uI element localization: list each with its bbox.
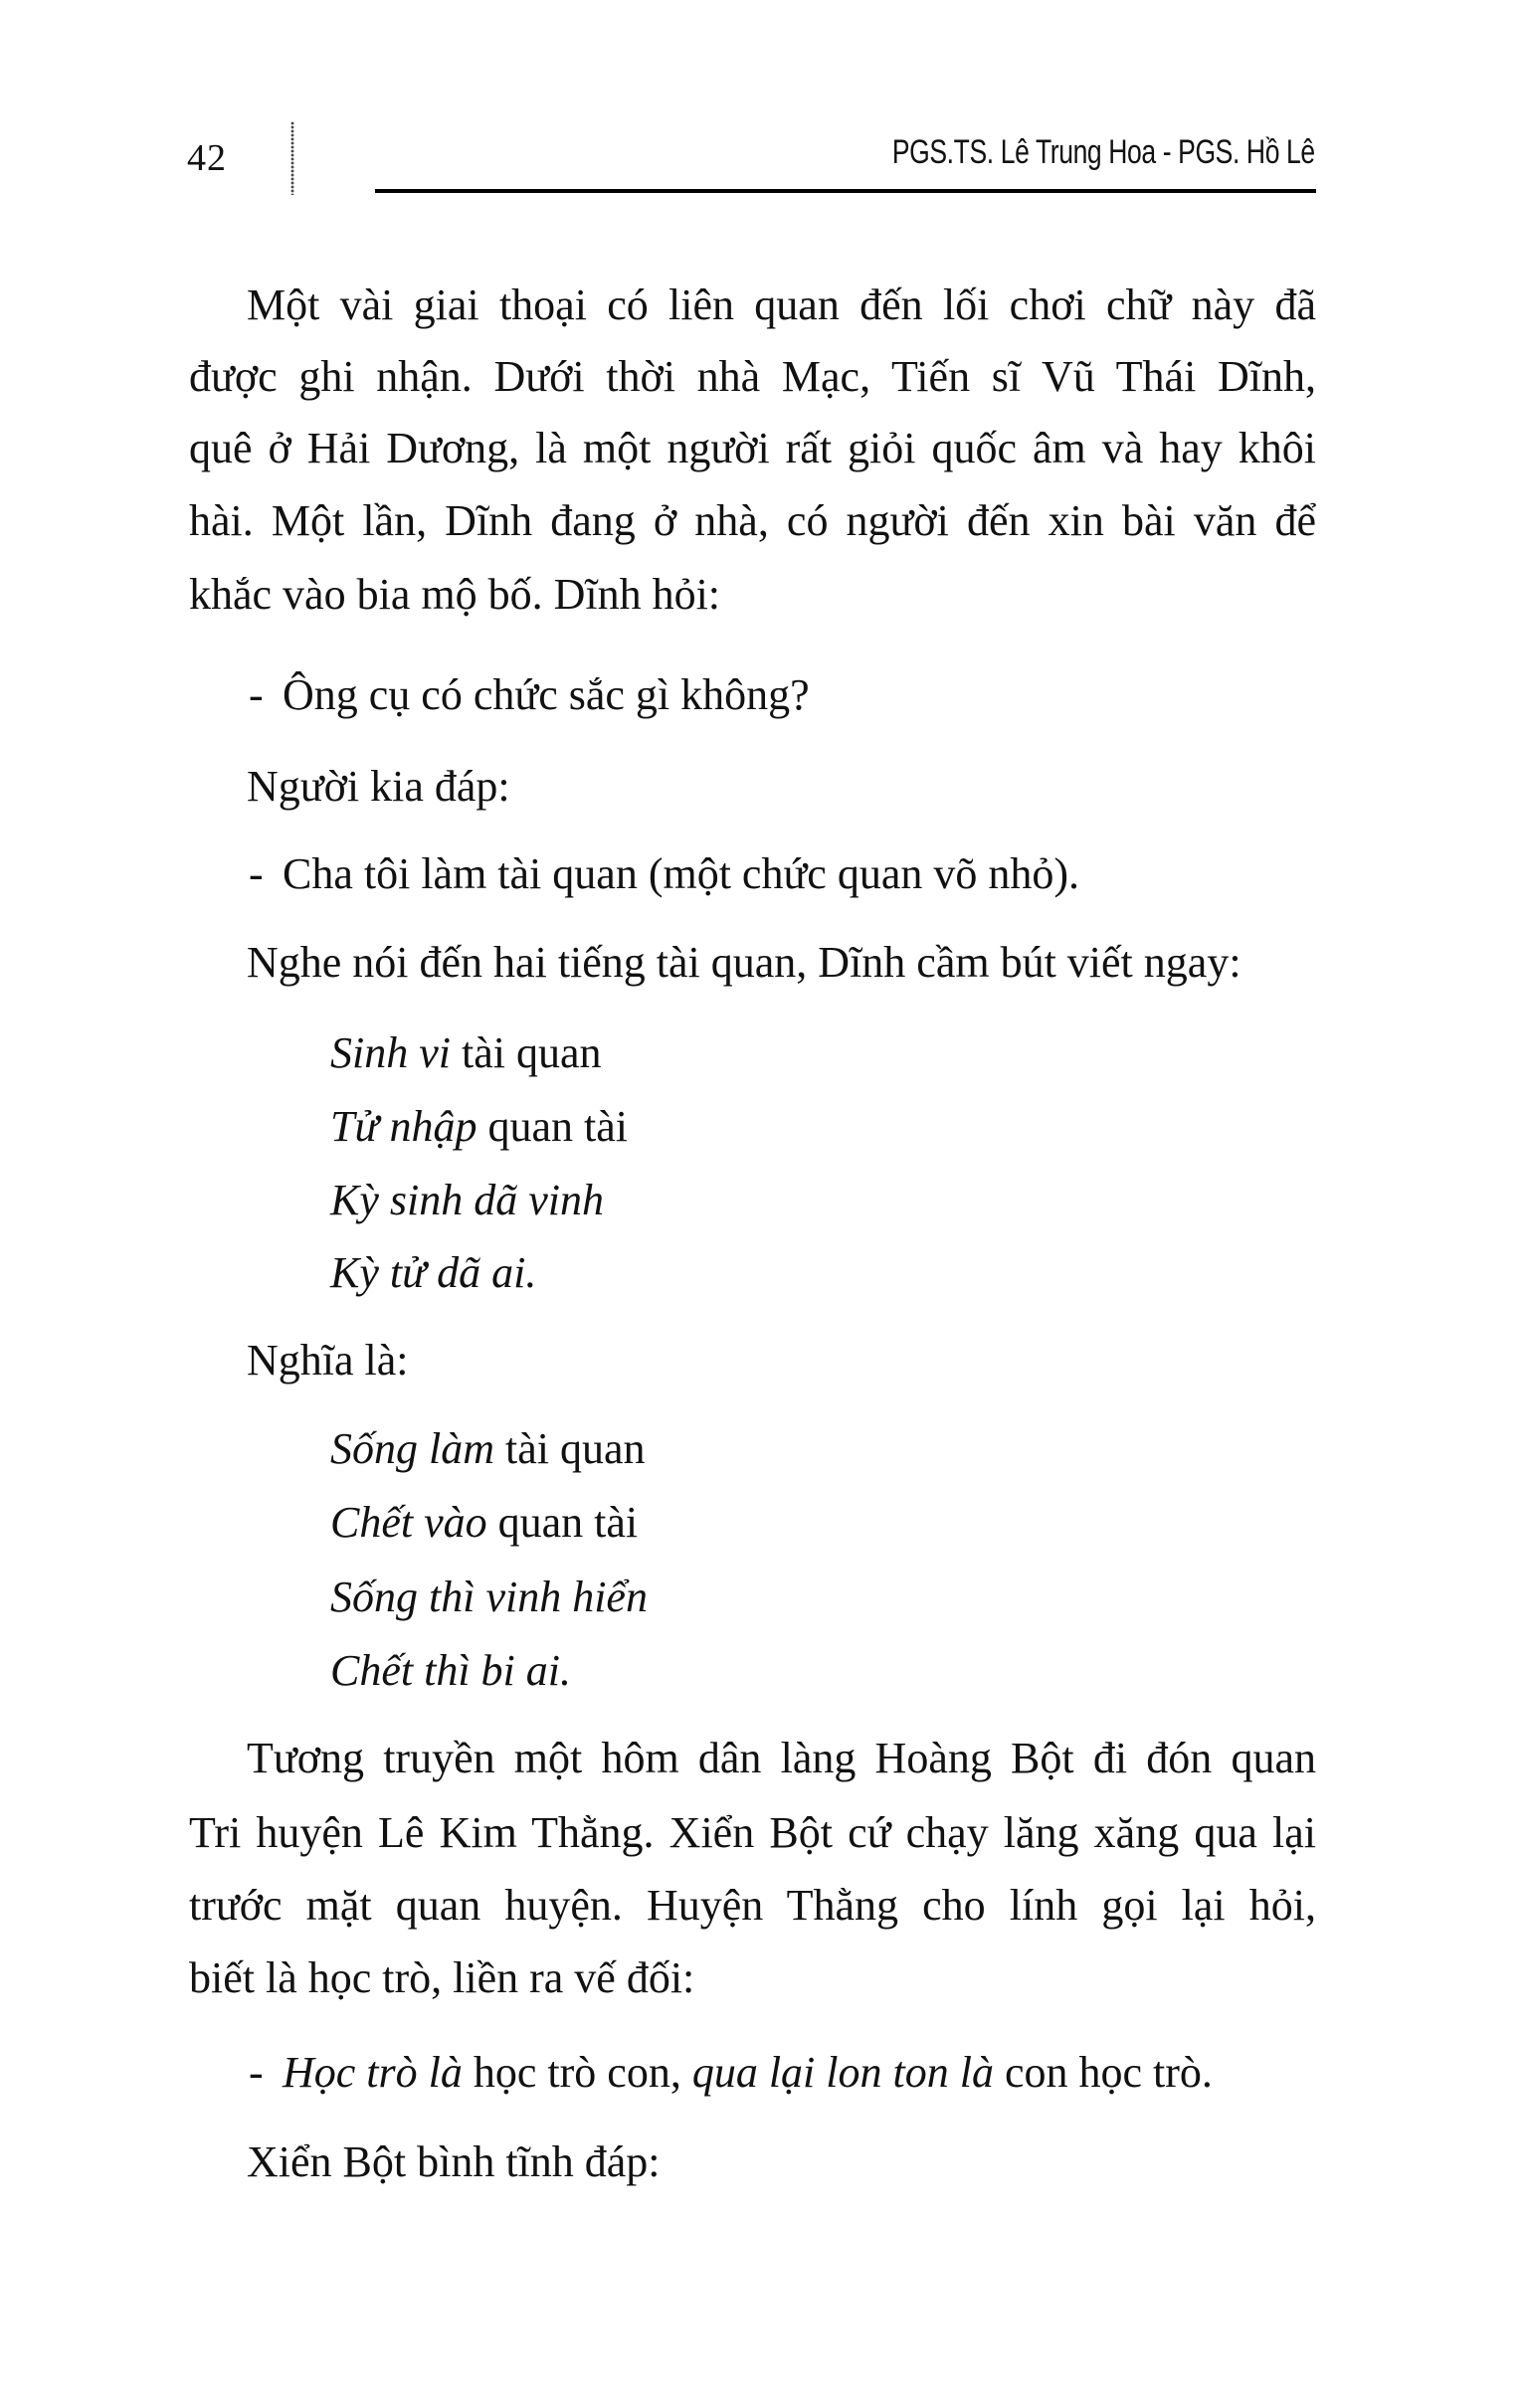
verse-italic: Chết vào bbox=[330, 1498, 487, 1547]
closing-line: Xiển Bột bình tĩnh đáp: bbox=[247, 2137, 661, 2186]
verse-roman: tài quan bbox=[450, 1028, 602, 1077]
verse-roman: quan tài bbox=[486, 1498, 639, 1547]
poem-1-line-3 bbox=[330, 1176, 604, 1224]
couplet-italic: Học trò là bbox=[283, 2048, 463, 2097]
paragraph-2-line-3: trước mặt quan huyện. Huyện Thằng cho lính gọi lại hỏi, bbox=[189, 1881, 1316, 1930]
dialog-dash: - bbox=[249, 2048, 264, 2097]
poem-1-line-4 bbox=[330, 1248, 537, 1297]
dialog-text: Ông cụ có chức sắc gì không? bbox=[283, 670, 810, 719]
verse-italic: Chết thì bi ai. bbox=[330, 1646, 571, 1695]
poem-1-line-1 bbox=[330, 1028, 602, 1077]
poem-2-line-4 bbox=[330, 1646, 571, 1695]
dialog-line-couplet bbox=[249, 2048, 1213, 2097]
dialog-line-question bbox=[249, 670, 810, 719]
dialog-dash: - bbox=[249, 670, 264, 719]
poem-2-line-2 bbox=[330, 1498, 639, 1547]
dialog-line-answer bbox=[249, 849, 1080, 898]
header-rule bbox=[375, 189, 1316, 193]
write-intro: Nghe nói đến hai tiếng tài quan, Dĩnh cầm bút viết ngay: bbox=[247, 938, 1241, 987]
verse-italic: Sống làm bbox=[330, 1424, 494, 1473]
couplet-italic: qua lại lon ton là bbox=[691, 2048, 994, 2097]
couplet-roman: con học trò. bbox=[993, 2048, 1213, 2097]
verse-italic: Sinh vi bbox=[330, 1028, 451, 1077]
poem-2-line-1 bbox=[330, 1424, 646, 1473]
poem-2-line-3 bbox=[330, 1575, 648, 1619]
page-number: 42 bbox=[187, 137, 227, 179]
verse-roman: quan tài bbox=[477, 1102, 628, 1151]
verse-italic: Kỳ tử dã ai. bbox=[330, 1248, 537, 1297]
reply-intro: Người kia đáp: bbox=[247, 762, 510, 811]
verse-italic: Sống thì vinh hiển bbox=[330, 1573, 648, 1621]
dialog-dash: - bbox=[249, 849, 264, 898]
paragraph-2-line-2: Tri huyện Lê Kim Thằng. Xiển Bột cứ chạy lăng xăng qua lại bbox=[189, 1808, 1316, 1857]
paragraph-2-line-1: Tương truyền một hôm dân làng Hoàng Bột đi đón quan bbox=[247, 1734, 1316, 1782]
verse-roman: tài quan bbox=[494, 1424, 646, 1473]
dialog-text: Cha tôi làm tài quan (một chức quan võ nhỏ). bbox=[283, 849, 1080, 898]
verse-italic: Tử nhập bbox=[330, 1102, 477, 1151]
meaning-intro: Nghĩa là: bbox=[247, 1336, 409, 1385]
paragraph-1-line-2: được ghi nhận. Dưới thời nhà Mạc, Tiến sĩ Vũ Thái Dĩnh, bbox=[189, 352, 1316, 401]
poem-1-line-2 bbox=[330, 1102, 628, 1151]
header-separator bbox=[290, 121, 294, 195]
verse-italic: Kỳ sinh dã vinh bbox=[330, 1176, 604, 1224]
paragraph-1-line-3: quê ở Hải Dương, là một người rất giỏi quốc âm và hay khôi bbox=[189, 424, 1316, 472]
paragraph-1-line-4: hài. Một lần, Dĩnh đang ở nhà, có người đến xin bài văn để bbox=[189, 496, 1316, 545]
paragraph-1-line-1: Một vài giai thoại có liên quan đến lối chơi chữ này đã bbox=[247, 280, 1316, 329]
paragraph-2-line-4: biết là học trò, liền ra vế đối: bbox=[189, 1953, 695, 2002]
couplet-roman: học trò con, bbox=[462, 2048, 692, 2097]
paragraph-1-line-5: khắc vào bia mộ bố. Dĩnh hỏi: bbox=[189, 570, 721, 619]
running-head-authors: PGS.TS. Lê Trung Hoa - PGS. Hồ Lê bbox=[892, 133, 1315, 171]
